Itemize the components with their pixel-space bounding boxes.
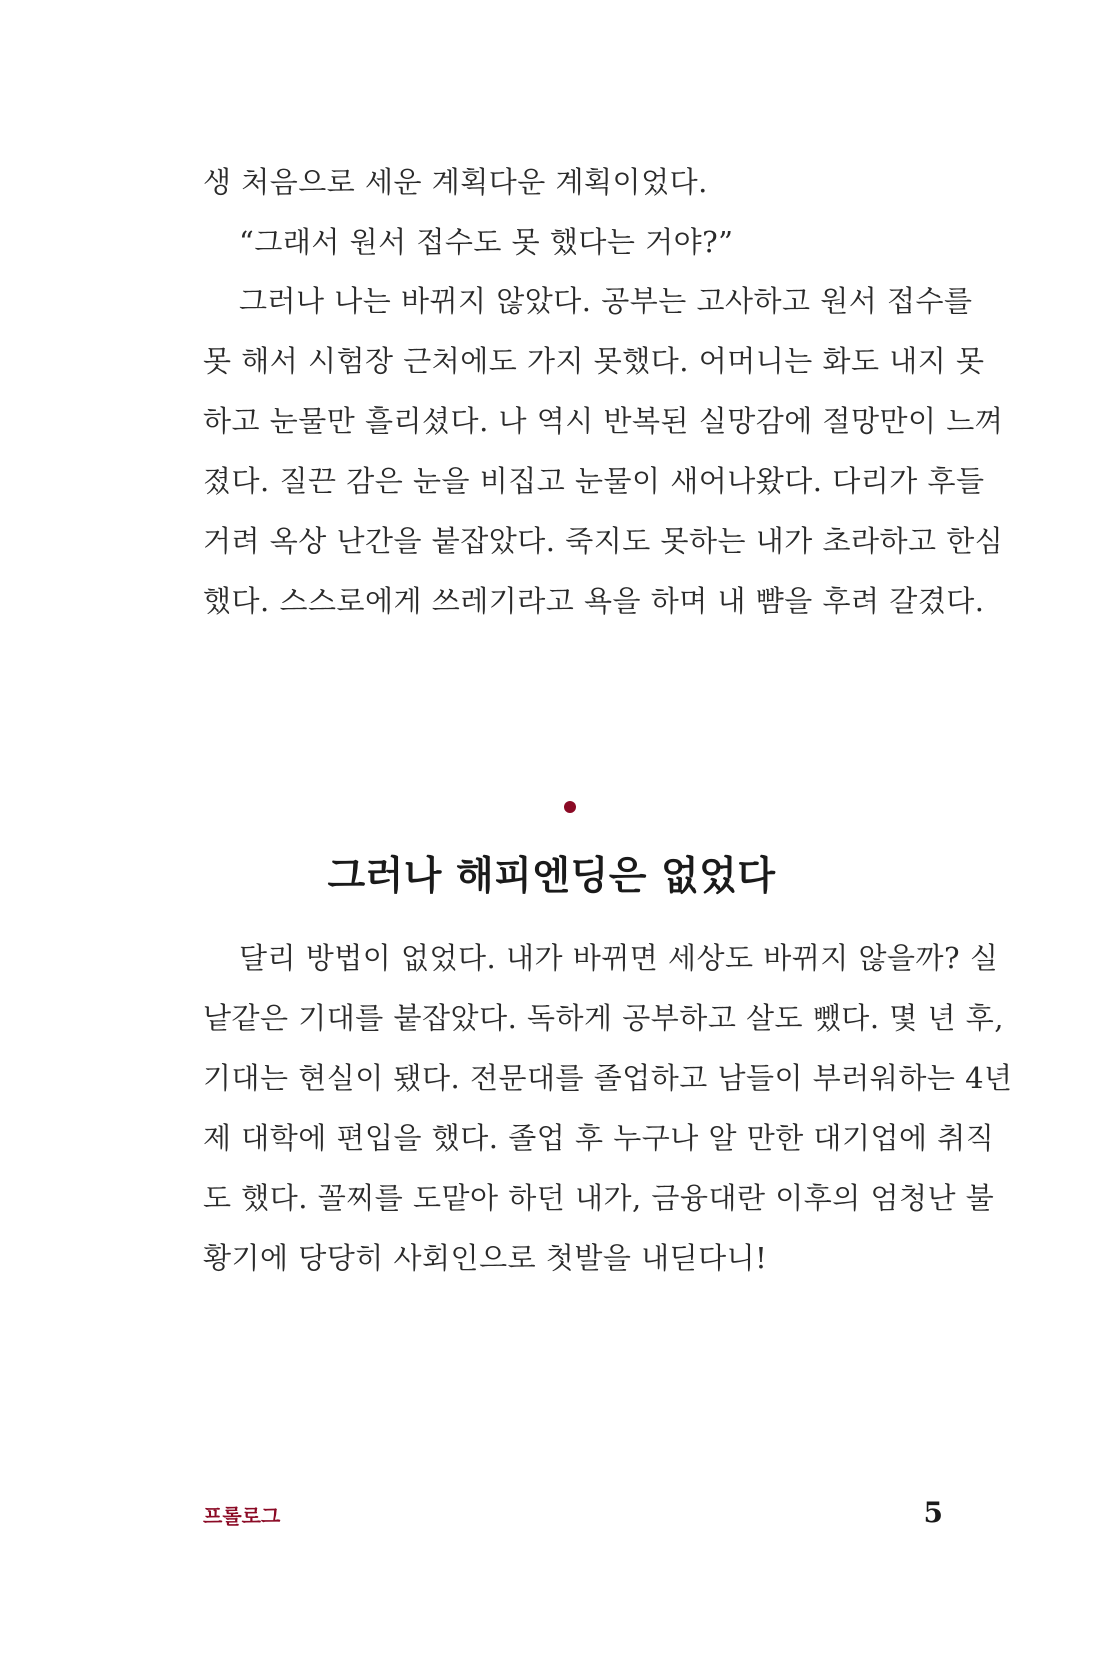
paragraph-line: 낱같은 기대를 붙잡았다. 독하게 공부하고 살도 뺐다. 몇 년 후, (203, 1001, 1004, 1035)
footer-section-label: 프롤로그 (203, 1504, 281, 1528)
paragraph-line: 달리 방법이 없었다. 내가 바뀌면 세상도 바뀌지 않을까? 실 (239, 941, 999, 975)
paragraph-line: 못 해서 시험장 근처에도 가지 못했다. 어머니는 화도 내지 못 (203, 344, 985, 378)
paragraph-line: 도 했다. 꼴찌를 도맡아 하던 내가, 금융대란 이후의 엄청난 불 (203, 1181, 995, 1215)
paragraph-line: 황기에 당당히 사회인으로 첫발을 내딛다니! (203, 1241, 768, 1275)
paragraph-line: “그래서 원서 접수도 못 했다는 거야?” (239, 225, 734, 259)
paragraph-line: 거려 옥상 난간을 붙잡았다. 죽지도 못하는 내가 초라하고 한심 (203, 524, 1004, 558)
paragraph-line: 기대는 현실이 됐다. 전문대를 졸업하고 남들이 부러워하는 4년 (203, 1061, 1013, 1095)
section-heading: 그러나 해피엔딩은 없었다 (327, 854, 776, 899)
paragraph-line: 그러나 나는 바뀌지 않았다. 공부는 고사하고 원서 접수를 (239, 284, 973, 318)
paragraph-line: 졌다. 질끈 감은 눈을 비집고 눈물이 새어나왔다. 다리가 후들 (203, 464, 985, 498)
paragraph-line: 제 대학에 편입을 했다. 졸업 후 누구나 알 만한 대기업에 취직 (203, 1121, 995, 1155)
paragraph-line: 생 처음으로 세운 계획다운 계획이었다. (203, 165, 708, 199)
paragraph-line: 하고 눈물만 흘리셨다. 나 역시 반복된 실망감에 절망만이 느껴 (203, 404, 1004, 438)
paragraph-line: 했다. 스스로에게 쓰레기라고 욕을 하며 내 뺨을 후려 갈겼다. (203, 584, 985, 618)
page-number: 5 (923, 1496, 943, 1529)
section-marker-dot (564, 801, 576, 813)
